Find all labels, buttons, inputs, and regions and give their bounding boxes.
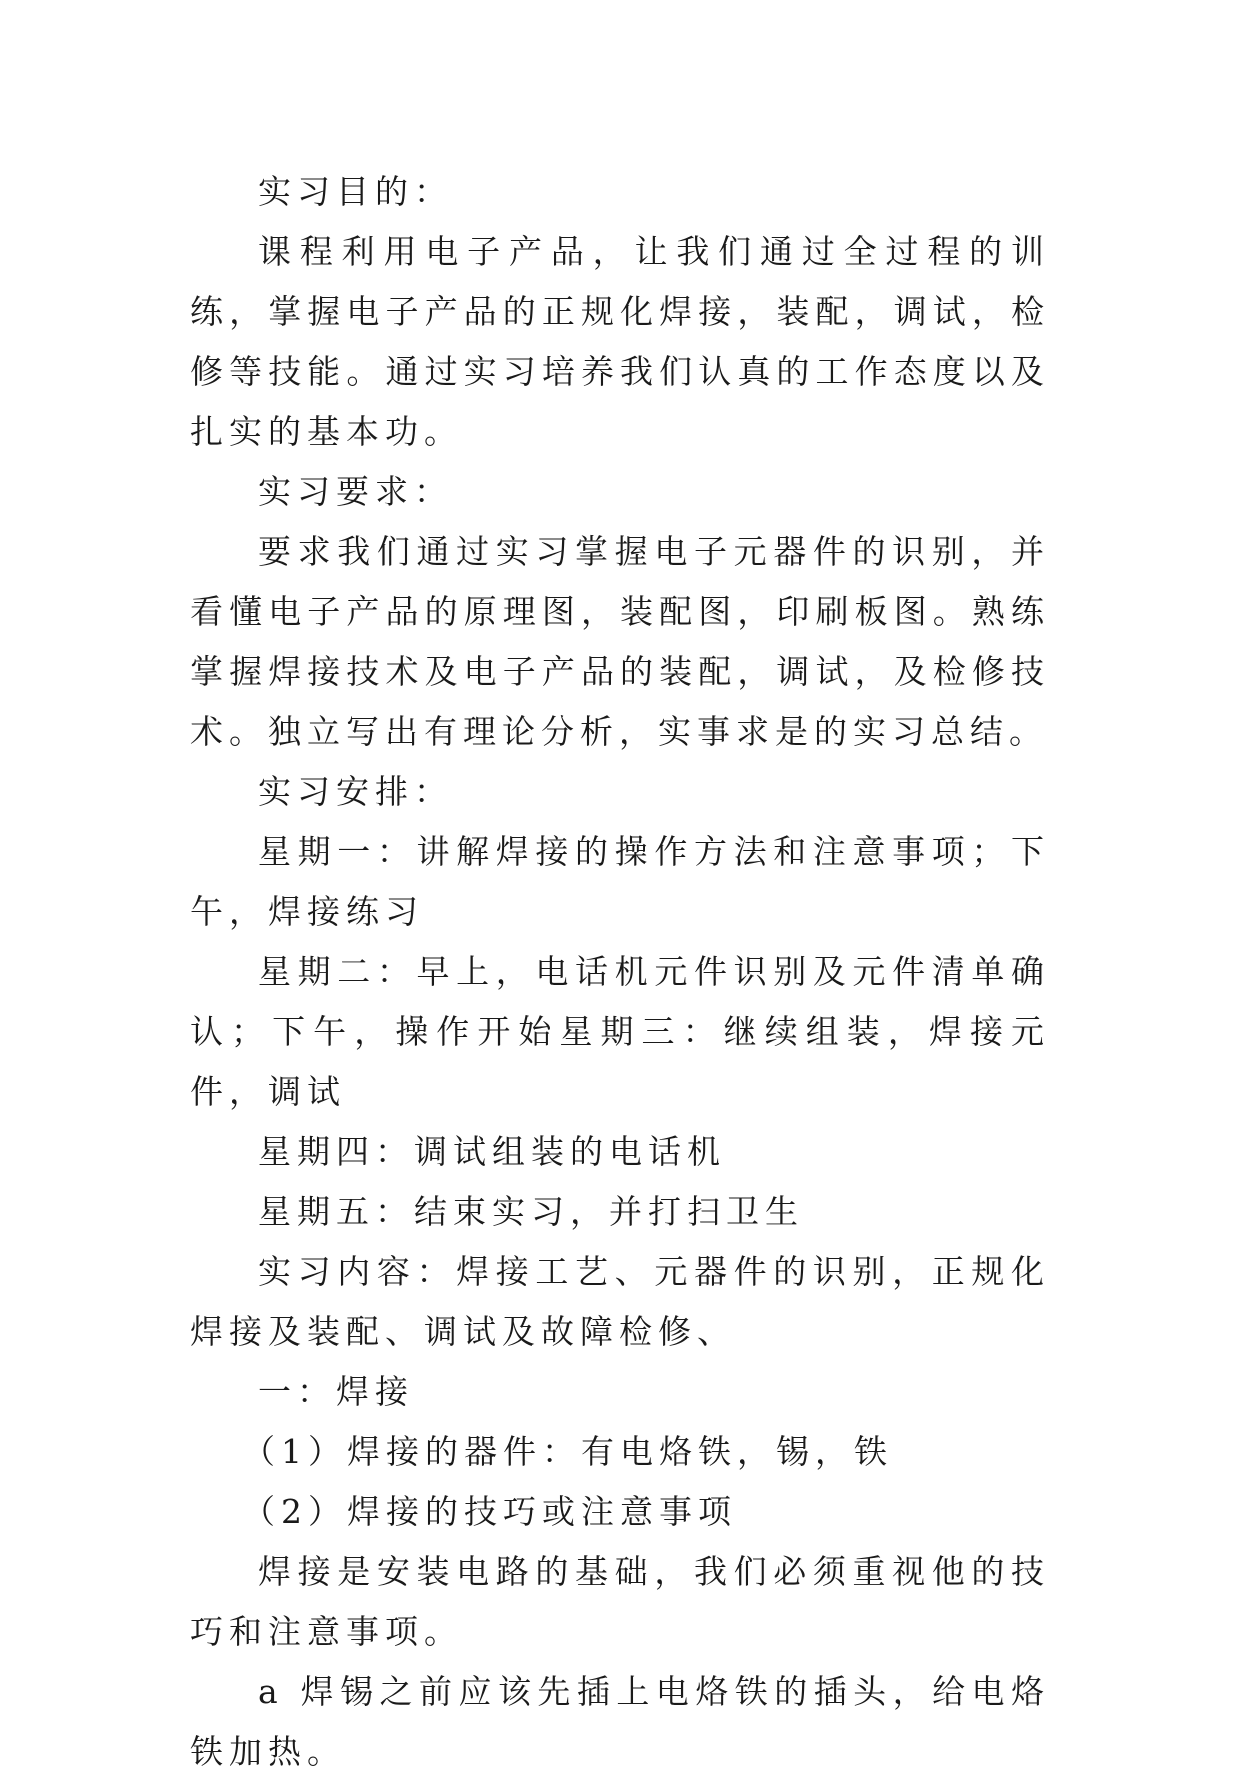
schedule-monday: 星期一：讲解焊接的操作方法和注意事项；下午，焊接练习 — [190, 832, 1050, 931]
section-heading-purpose: 实习目的： — [258, 172, 453, 211]
schedule-tuesday: 星期二：早上，电话机元件识别及元件清单确认；下午，操作开始星期三：继续组装，焊接元件，调试 — [190, 952, 1050, 1111]
paragraph-requirements: 要求我们通过实习掌握电子元器件的识别，并看懂电子产品的原理图，装配图，印刷板图。熟练掌握焊接技术及电子产品的装配，调试，及检修技术。独立写出有理论分析，实事求是的实习总结。 — [190, 532, 1050, 751]
document-body — [190, 162, 1050, 1782]
paragraph-purpose: 课程利用电子产品，让我们通过全过程的训练，掌握电子产品的正规化焊接，装配，调试，检修等技能。通过实习培养我们认真的工作态度以及扎实的基本功。 — [190, 232, 1050, 451]
paragraph-welding-step-a: a 焊锡之前应该先插上电烙铁的插头，给电烙铁加热。 — [190, 1672, 1050, 1771]
schedule-thursday: 星期四：调试组装的电话机 — [258, 1132, 726, 1171]
schedule-friday: 星期五：结束实习，并打扫卫生 — [258, 1192, 804, 1231]
paragraph-welding-basics: 焊接是安装电路的基础，我们必须重视他的技巧和注意事项。 — [190, 1552, 1050, 1651]
list-item-welding-tips: （2）焊接的技巧或注意事项 — [242, 1492, 737, 1531]
paragraph-content: 实习内容：焊接工艺、元器件的识别，正规化焊接及装配、调试及故障检修、 — [190, 1252, 1050, 1351]
section-heading-welding: 一：焊接 — [258, 1372, 414, 1411]
section-heading-schedule: 实习安排： — [258, 772, 453, 811]
section-heading-requirements: 实习要求： — [258, 472, 453, 511]
list-item-welding-tools: （1）焊接的器件：有电烙铁，锡，铁 — [242, 1432, 893, 1471]
